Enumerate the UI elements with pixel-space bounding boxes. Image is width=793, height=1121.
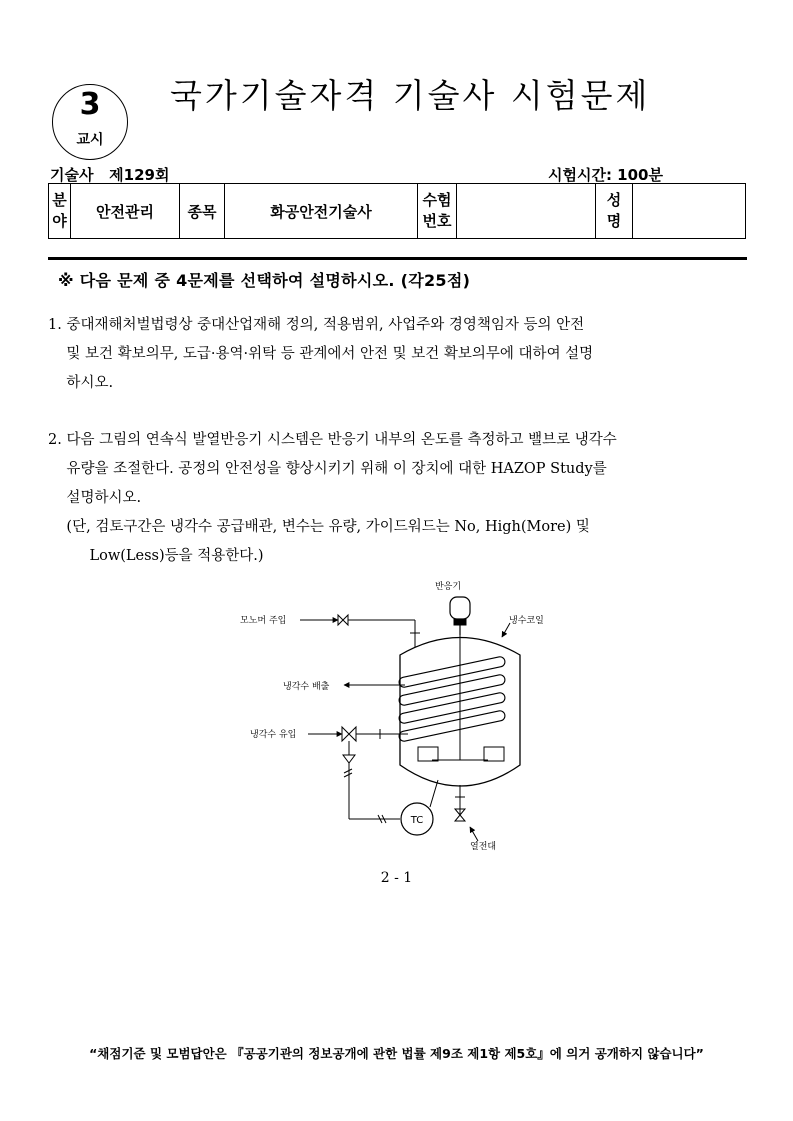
exam-info-table <box>48 183 746 239</box>
cooling-coil-label: 냉수코일 <box>509 616 544 626</box>
question-1: 1. 중대재해처벌법령상 중대산업재해 정의, 적용범위, 사업주와 경영책임자 등의 안전 및 보건 확보의무, 도급·용역·위탁 등 관계에서 안전 및 보건 확보의무에 대하여 설명 하시오. <box>48 317 594 391</box>
monomer-in-label: 모노머 주입 <box>240 616 287 626</box>
thermocouple-label: 열전대 <box>470 842 497 852</box>
exam-round: 기술사 제129회 <box>50 166 170 184</box>
exam-time: 시험시간: 100분 <box>548 166 663 184</box>
question-2: 2. 다음 그림의 연속식 발열반응기 시스템은 반응기 내부의 온도를 측정하고 밸브로 냉각수 유량을 조절한다. 공정의 안전성을 향상시키기 위해 이 장치에 대한 HAZOP Study를 설명하시오. (단, 검토구간은 냉각수 공급배관, 변수는 유량, 가이드워드는 No, High(More) 및 Low(Less)등을 적용한다.) <box>48 432 617 564</box>
name-label: 성 명 <box>596 184 633 239</box>
coolant-out-label: 냉각수 배출 <box>283 682 330 692</box>
session-badge <box>52 84 128 160</box>
instruction: ※ 다음 문제 중 4문제를 선택하여 설명하시오. (각25점) <box>58 271 471 290</box>
footer-notice: “채점기준 및 모범답안은 『공공기관의 정보공개에 관한 법률 제9조 제1항 제5호』에 의거 공개하지 않습니다” <box>89 1046 704 1061</box>
tc-label: TC <box>410 815 424 826</box>
coolant-in-label: 냉각수 유입 <box>250 730 297 740</box>
page-number: 2 - 1 <box>380 870 413 886</box>
category-label: 종목 <box>180 184 225 239</box>
exam-number-label: 수험 번호 <box>418 184 457 239</box>
header-divider <box>48 257 747 260</box>
reactor-diagram <box>230 575 570 855</box>
field-label: 분 야 <box>49 184 71 239</box>
session-label: 교시 <box>76 132 104 148</box>
page-title: 국가기술자격 기술사 시험문제 <box>170 76 651 115</box>
exam-number-field[interactable] <box>457 184 596 239</box>
name-field[interactable] <box>633 184 746 239</box>
reactor-label: 반응기 <box>434 582 462 592</box>
field-value: 안전관리 <box>71 184 180 239</box>
category-value: 화공안전기술사 <box>225 184 418 239</box>
session-number: 3 <box>79 87 101 122</box>
